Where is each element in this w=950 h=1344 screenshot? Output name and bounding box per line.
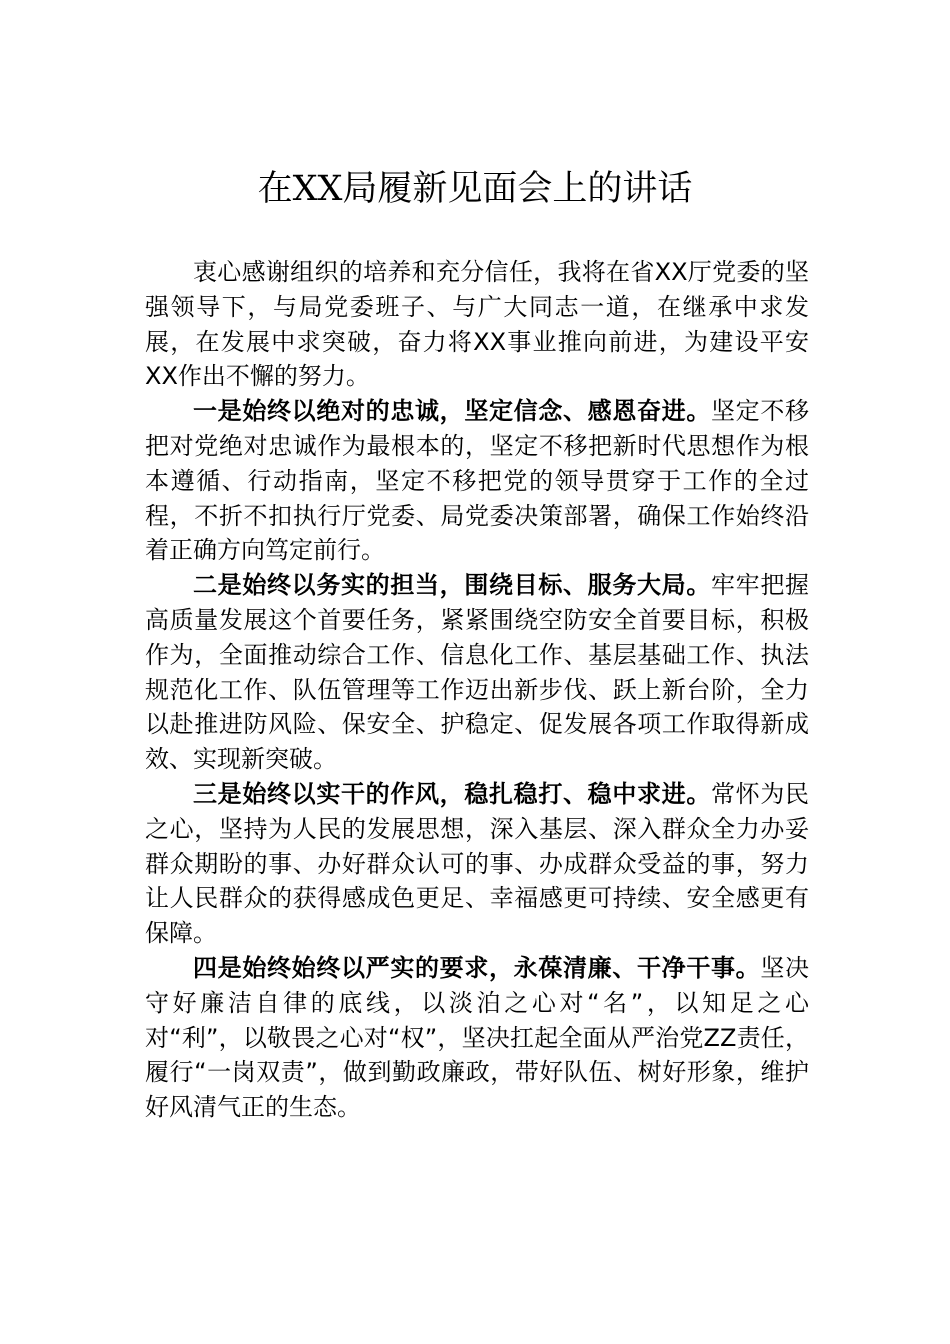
paragraph-point-1 xyxy=(145,394,809,568)
paragraph-lead: 三是始终以实干的作风，稳扎稳打、稳中求进。 xyxy=(193,779,711,808)
paragraph-text: 衷心感谢组织的培养和充分信任，我将在省XX厅党委的坚强领导下，与局党委班子、与广大同志一道，在继承中求发展，在发展中求突破，奋力将XX事业推向前进，为建设平安XX作出不懈的努力。 xyxy=(145,258,809,391)
document-body xyxy=(145,255,809,1125)
paragraph-point-4 xyxy=(145,951,809,1125)
paragraph-text: 牢牢把握高质量发展这个首要任务，紧紧围绕空防安全首要目标，积极作为，全面推动综合工作、信息化工作、基层基础工作、执法规范化工作、队伍管理等工作迈出新步伐、跃上新台阶，全力以赴推进防风险、保安全、护稳定、促发展各项工作取得新成效、实现新突破。 xyxy=(145,571,809,774)
paragraph-lead: 四是始终始终以严实的要求，永葆清廉、干净干事。 xyxy=(193,953,761,982)
paragraph-point-2 xyxy=(145,568,809,777)
paragraph-point-3 xyxy=(145,777,809,951)
paragraph-lead: 一是始终以绝对的忠诚，坚定信念、感恩奋进。 xyxy=(193,397,711,426)
document-title: 在XX局履新见面会上的讲话 xyxy=(257,169,693,209)
paragraph-intro xyxy=(145,255,809,394)
paragraph-text: 坚决守好廉洁自律的底线，以淡泊之心对“名”，以知足之心对“利”，以敬畏之心对“权”，坚决扛起全面从严治党ZZ责任，履行“一岗双责”，做到勤政廉政，带好队伍、树好形象，维护好风清气正的生态。 xyxy=(145,953,810,1122)
paragraph-lead: 二是始终以务实的担当，围绕目标、服务大局。 xyxy=(193,571,711,600)
paragraph-text: 坚定不移把对党绝对忠诚作为最根本的，坚定不移把新时代思想作为根本遵循、行动指南，坚定不移把党的领导贯穿于工作的全过程，不折不扣执行厅党委、局党委决策部署，确保工作始终沿着正确方向笃定前行。 xyxy=(145,397,809,565)
paragraph-text: 常怀为民之心，坚持为人民的发展思想，深入基层、深入群众全力办妥群众期盼的事、办好群众认可的事、办成群众受益的事，努力让人民群众的获得感成色更足、幸福感更可持续、安全感更有保障。 xyxy=(145,779,809,948)
